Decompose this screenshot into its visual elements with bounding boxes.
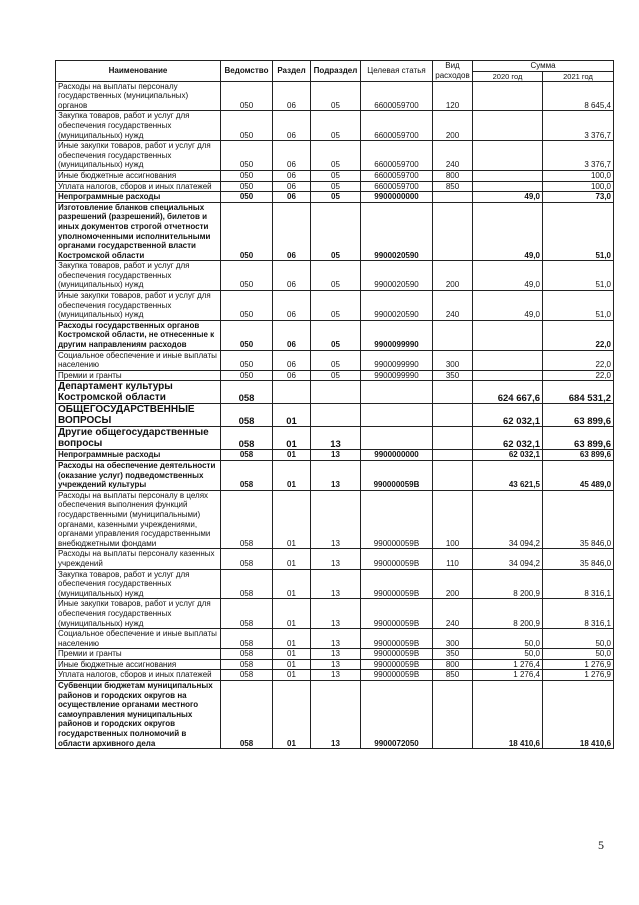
cell-vr: 240 — [433, 599, 473, 629]
cell-raz: 06 — [273, 370, 311, 381]
cell-cs: 990000059В — [361, 599, 433, 629]
header-podrazdel: Подраздел — [311, 61, 361, 82]
budget-table — [55, 60, 614, 749]
cell-vr: 850 — [433, 181, 473, 192]
cell-ved: 050 — [221, 111, 273, 141]
cell-ved: 050 — [221, 261, 273, 291]
cell-s2020: 62 032,1 — [473, 450, 543, 461]
cell-name: Уплата налогов, сборов и иных платежей — [56, 670, 221, 681]
table-row — [56, 381, 614, 404]
cell-raz: 06 — [273, 181, 311, 192]
page-number: 5 — [598, 838, 604, 852]
cell-s2020: 1 276,4 — [473, 670, 543, 681]
cell-vr: 800 — [433, 659, 473, 670]
cell-raz: 01 — [273, 599, 311, 629]
cell-ved: 058 — [221, 649, 273, 660]
cell-vr — [433, 450, 473, 461]
cell-vr — [433, 461, 473, 491]
cell-s2021: 8 645,4 — [543, 81, 614, 111]
cell-pod: 05 — [311, 192, 361, 203]
cell-ved: 058 — [221, 427, 273, 450]
cell-s2020: 49,0 — [473, 192, 543, 203]
cell-s2021: 684 531,2 — [543, 381, 614, 404]
cell-s2020: 624 667,6 — [473, 381, 543, 404]
cell-raz: 01 — [273, 659, 311, 670]
cell-raz: 01 — [273, 649, 311, 660]
cell-pod — [311, 404, 361, 427]
cell-s2021: 63 899,6 — [543, 427, 614, 450]
cell-name: Иные закупки товаров, работ и услуг для обеспечения государственных (муниципальных) нужд — [56, 291, 221, 321]
cell-pod: 05 — [311, 350, 361, 370]
cell-raz: 06 — [273, 141, 311, 171]
cell-vr: 200 — [433, 261, 473, 291]
cell-pod: 13 — [311, 427, 361, 450]
cell-pod: 13 — [311, 681, 361, 749]
cell-vr: 350 — [433, 370, 473, 381]
cell-raz: 06 — [273, 291, 311, 321]
cell-raz: 01 — [273, 404, 311, 427]
cell-vr: 200 — [433, 569, 473, 599]
table-row — [56, 202, 614, 261]
cell-pod: 05 — [311, 81, 361, 111]
cell-s2021: 63 899,6 — [543, 404, 614, 427]
header-vid: Вид расходов — [433, 61, 473, 82]
cell-raz: 06 — [273, 192, 311, 203]
cell-ved: 050 — [221, 350, 273, 370]
cell-name: Закупка товаров, работ и услуг для обеспечения государственных (муниципальных) нужд — [56, 111, 221, 141]
cell-pod: 05 — [311, 181, 361, 192]
cell-pod — [311, 381, 361, 404]
cell-raz: 01 — [273, 461, 311, 491]
cell-ved: 058 — [221, 629, 273, 649]
cell-name: Социальное обеспечение и иные выплаты населению — [56, 350, 221, 370]
cell-s2020: 50,0 — [473, 649, 543, 660]
cell-s2021: 22,0 — [543, 320, 614, 350]
cell-s2020 — [473, 320, 543, 350]
cell-s2020: 49,0 — [473, 261, 543, 291]
header-target: Целевая статья — [361, 61, 433, 82]
cell-cs: 990000059В — [361, 629, 433, 649]
cell-ved: 050 — [221, 370, 273, 381]
cell-pod: 05 — [311, 370, 361, 381]
cell-s2020: 8 200,9 — [473, 599, 543, 629]
cell-ved: 050 — [221, 291, 273, 321]
cell-cs: 9900099990 — [361, 320, 433, 350]
cell-vr: 120 — [433, 81, 473, 111]
table-row — [56, 427, 614, 450]
table-row — [56, 261, 614, 291]
cell-pod: 05 — [311, 111, 361, 141]
cell-vr: 350 — [433, 649, 473, 660]
cell-pod: 05 — [311, 141, 361, 171]
cell-name: Иные закупки товаров, работ и услуг для обеспечения государственных (муниципальных) нужд — [56, 599, 221, 629]
cell-pod: 13 — [311, 649, 361, 660]
cell-cs — [361, 381, 433, 404]
cell-name: Закупка товаров, работ и услуг для обеспечения государственных (муниципальных) нужд — [56, 261, 221, 291]
cell-name: Другие общегосударственные вопросы — [56, 427, 221, 450]
cell-vr: 240 — [433, 141, 473, 171]
cell-ved: 050 — [221, 181, 273, 192]
cell-s2020: 1 276,4 — [473, 659, 543, 670]
cell-cs: 9900072050 — [361, 681, 433, 749]
cell-raz: 06 — [273, 202, 311, 261]
cell-ved: 058 — [221, 404, 273, 427]
cell-raz: 01 — [273, 629, 311, 649]
cell-pod: 13 — [311, 549, 361, 569]
cell-pod: 13 — [311, 461, 361, 491]
cell-s2020: 34 094,2 — [473, 490, 543, 549]
cell-cs: 9900000000 — [361, 450, 433, 461]
cell-name: Уплата налогов, сборов и иных платежей — [56, 181, 221, 192]
table-row — [56, 404, 614, 427]
table-row — [56, 599, 614, 629]
cell-s2021: 50,0 — [543, 629, 614, 649]
table-row — [56, 291, 614, 321]
cell-ved: 050 — [221, 320, 273, 350]
cell-vr — [433, 320, 473, 350]
cell-ved: 050 — [221, 170, 273, 181]
table-row — [56, 681, 614, 749]
cell-s2020: 49,0 — [473, 202, 543, 261]
table-row — [56, 170, 614, 181]
header-vedomstvo: Ведомство — [221, 61, 273, 82]
cell-name: Расходы на выплаты персоналу в целях обеспечения выполнения функций государственными (муниципальными) органами, казенными учреждениями, органами управления государственными внебюджетными фондами — [56, 490, 221, 549]
cell-s2020: 49,0 — [473, 291, 543, 321]
table-row — [56, 649, 614, 660]
cell-cs: 9900000000 — [361, 192, 433, 203]
cell-cs — [361, 427, 433, 450]
cell-raz: 01 — [273, 549, 311, 569]
cell-cs: 990000059В — [361, 670, 433, 681]
cell-ved: 058 — [221, 381, 273, 404]
cell-s2020 — [473, 111, 543, 141]
header-summa: Сумма — [473, 61, 614, 72]
cell-name: Департамент культуры Костромской области — [56, 381, 221, 404]
cell-cs: 9900020590 — [361, 202, 433, 261]
cell-cs: 990000059В — [361, 490, 433, 549]
cell-s2020 — [473, 170, 543, 181]
cell-vr — [433, 404, 473, 427]
table-row — [56, 670, 614, 681]
cell-cs: 6600059700 — [361, 181, 433, 192]
cell-vr — [433, 381, 473, 404]
cell-s2021: 51,0 — [543, 291, 614, 321]
cell-vr: 200 — [433, 111, 473, 141]
cell-ved: 058 — [221, 681, 273, 749]
cell-ved: 050 — [221, 192, 273, 203]
cell-s2020: 8 200,9 — [473, 569, 543, 599]
cell-cs: 6600059700 — [361, 141, 433, 171]
cell-pod: 13 — [311, 569, 361, 599]
cell-cs: 990000059В — [361, 569, 433, 599]
cell-name: Социальное обеспечение и иные выплаты населению — [56, 629, 221, 649]
table-row — [56, 490, 614, 549]
cell-s2021: 50,0 — [543, 649, 614, 660]
table-row — [56, 192, 614, 203]
cell-s2020 — [473, 141, 543, 171]
cell-cs: 6600059700 — [361, 170, 433, 181]
cell-name: Расходы на обеспечение деятельности (оказание услуг) подведомственных учреждений культуры — [56, 461, 221, 491]
cell-cs: 990000059В — [361, 649, 433, 660]
header-2021: 2021 год — [543, 71, 614, 81]
cell-name: Непрограммные расходы — [56, 192, 221, 203]
cell-pod: 05 — [311, 320, 361, 350]
cell-pod: 13 — [311, 450, 361, 461]
cell-s2021: 18 410,6 — [543, 681, 614, 749]
table-row — [56, 461, 614, 491]
cell-s2021: 63 899,6 — [543, 450, 614, 461]
cell-cs: 9900099990 — [361, 350, 433, 370]
table-row — [56, 81, 614, 111]
cell-s2021: 22,0 — [543, 350, 614, 370]
cell-ved: 050 — [221, 202, 273, 261]
table-row — [56, 320, 614, 350]
cell-s2021: 22,0 — [543, 370, 614, 381]
cell-s2021: 1 276,9 — [543, 659, 614, 670]
cell-name: Иные бюджетные ассигнования — [56, 170, 221, 181]
cell-ved: 058 — [221, 659, 273, 670]
cell-vr — [433, 192, 473, 203]
cell-raz: 06 — [273, 81, 311, 111]
cell-s2021: 8 316,1 — [543, 569, 614, 599]
cell-raz: 06 — [273, 170, 311, 181]
cell-pod: 13 — [311, 659, 361, 670]
table-row — [56, 569, 614, 599]
table-row — [56, 629, 614, 649]
cell-s2020: 62 032,1 — [473, 427, 543, 450]
cell-pod: 05 — [311, 170, 361, 181]
cell-s2020 — [473, 181, 543, 192]
cell-pod: 13 — [311, 599, 361, 629]
cell-name: Изготовление бланков специальных разрешений (разрешений), билетов и иных документов строгой отчетности уполномоченными исполнительными органами государственной власти Костромской области — [56, 202, 221, 261]
header-2020: 2020 год — [473, 71, 543, 81]
cell-name: Расходы на выплаты персоналу государственных (муниципальных) органов — [56, 81, 221, 111]
cell-raz: 01 — [273, 490, 311, 549]
cell-s2020 — [473, 350, 543, 370]
cell-name: Премии и гранты — [56, 370, 221, 381]
table-row — [56, 111, 614, 141]
cell-name: Расходы на выплаты персоналу казенных учреждений — [56, 549, 221, 569]
header-name: Наименование — [56, 61, 221, 82]
cell-name: Расходы государственных органов Костромской области, не отнесенные к другим направлениям расходов — [56, 320, 221, 350]
cell-vr — [433, 681, 473, 749]
cell-name: ОБЩЕГОСУДАРСТВЕННЫЕ ВОПРОСЫ — [56, 404, 221, 427]
cell-s2021: 35 846,0 — [543, 549, 614, 569]
cell-raz: 01 — [273, 427, 311, 450]
cell-cs: 9900020590 — [361, 291, 433, 321]
cell-ved: 050 — [221, 141, 273, 171]
cell-cs: 6600059700 — [361, 111, 433, 141]
cell-cs: 990000059В — [361, 461, 433, 491]
cell-s2021: 8 316,1 — [543, 599, 614, 629]
cell-vr: 800 — [433, 170, 473, 181]
cell-s2021: 73,0 — [543, 192, 614, 203]
cell-ved: 058 — [221, 549, 273, 569]
cell-pod: 05 — [311, 202, 361, 261]
cell-ved: 058 — [221, 450, 273, 461]
table-body — [56, 81, 614, 749]
cell-vr — [433, 427, 473, 450]
cell-cs: 990000059В — [361, 659, 433, 670]
cell-raz: 01 — [273, 450, 311, 461]
table-row — [56, 181, 614, 192]
cell-raz: 06 — [273, 320, 311, 350]
cell-vr: 100 — [433, 490, 473, 549]
table-row — [56, 549, 614, 569]
cell-cs: 6600059700 — [361, 81, 433, 111]
cell-name: Иные бюджетные ассигнования — [56, 659, 221, 670]
cell-s2021: 3 376,7 — [543, 141, 614, 171]
table-row — [56, 450, 614, 461]
cell-s2021: 45 489,0 — [543, 461, 614, 491]
cell-raz: 01 — [273, 569, 311, 599]
cell-s2021: 35 846,0 — [543, 490, 614, 549]
cell-s2021: 3 376,7 — [543, 111, 614, 141]
cell-s2020: 34 094,2 — [473, 549, 543, 569]
cell-name: Закупка товаров, работ и услуг для обеспечения государственных (муниципальных) нужд — [56, 569, 221, 599]
table-row — [56, 659, 614, 670]
cell-s2021: 100,0 — [543, 170, 614, 181]
header-razdel: Раздел — [273, 61, 311, 82]
cell-pod: 05 — [311, 261, 361, 291]
cell-cs: 9900099990 — [361, 370, 433, 381]
cell-name: Иные закупки товаров, работ и услуг для обеспечения государственных (муниципальных) нужд — [56, 141, 221, 171]
cell-vr: 850 — [433, 670, 473, 681]
cell-raz: 01 — [273, 670, 311, 681]
cell-s2020: 62 032,1 — [473, 404, 543, 427]
cell-raz: 06 — [273, 350, 311, 370]
cell-name: Премии и гранты — [56, 649, 221, 660]
cell-raz: 06 — [273, 261, 311, 291]
cell-vr — [433, 202, 473, 261]
table-row — [56, 141, 614, 171]
cell-s2021: 51,0 — [543, 202, 614, 261]
cell-vr: 110 — [433, 549, 473, 569]
cell-raz — [273, 381, 311, 404]
cell-vr: 300 — [433, 629, 473, 649]
cell-vr: 240 — [433, 291, 473, 321]
cell-ved: 058 — [221, 461, 273, 491]
cell-ved: 058 — [221, 490, 273, 549]
cell-pod: 05 — [311, 291, 361, 321]
cell-pod: 13 — [311, 629, 361, 649]
cell-pod: 13 — [311, 490, 361, 549]
cell-name: Непрограммные расходы — [56, 450, 221, 461]
cell-cs: 990000059В — [361, 549, 433, 569]
cell-raz: 06 — [273, 111, 311, 141]
cell-name: Субвенции бюджетам муниципальных районов и городских округов на осуществление органами местного самоуправления муниципальных районов и городских округов государственных полномочий в области архивного дела — [56, 681, 221, 749]
cell-ved: 058 — [221, 670, 273, 681]
cell-vr: 300 — [433, 350, 473, 370]
cell-ved: 050 — [221, 81, 273, 111]
cell-s2020 — [473, 81, 543, 111]
cell-pod: 13 — [311, 670, 361, 681]
table-row — [56, 370, 614, 381]
cell-s2021: 51,0 — [543, 261, 614, 291]
cell-s2020: 18 410,6 — [473, 681, 543, 749]
cell-raz: 01 — [273, 681, 311, 749]
cell-s2020: 50,0 — [473, 629, 543, 649]
cell-cs: 9900020590 — [361, 261, 433, 291]
table-row — [56, 350, 614, 370]
cell-cs — [361, 404, 433, 427]
cell-ved: 058 — [221, 599, 273, 629]
cell-s2021: 100,0 — [543, 181, 614, 192]
cell-s2021: 1 276,9 — [543, 670, 614, 681]
cell-s2020 — [473, 370, 543, 381]
cell-s2020: 43 621,5 — [473, 461, 543, 491]
cell-ved: 058 — [221, 569, 273, 599]
